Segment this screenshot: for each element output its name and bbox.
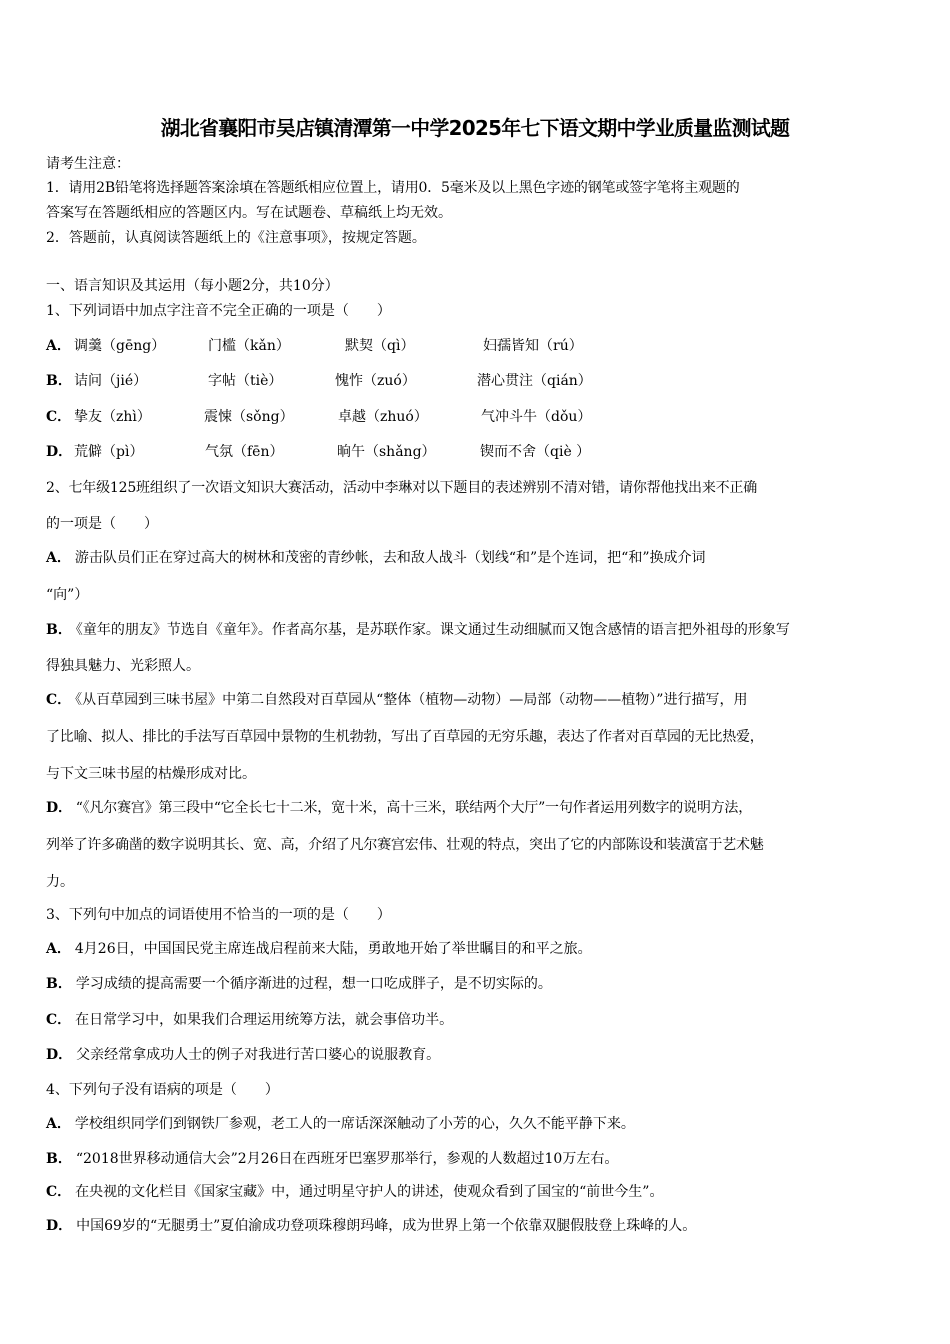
option-label: B．	[46, 622, 72, 638]
option-item: 锲而不舍（qiè ）	[480, 444, 591, 460]
option-label: A．	[46, 941, 71, 957]
option-item: 挚友（zhì）	[74, 409, 151, 425]
option-text: 《童年的朋友》节选自《童年》。作者高尔基，是苏联作家。课文通过生动细腻而又饱含感情的语言把外祖母的形象写	[75, 622, 790, 638]
option-label: D．	[46, 1218, 73, 1234]
option-item: 震悚（sǒng）	[204, 409, 294, 425]
notice-heading: 请考生注意：	[46, 156, 130, 172]
option-item: 门槛（kǎn）	[208, 338, 290, 354]
page-title: 湖北省襄阳市吴店镇清潭第一中学2025年七下语文期中学业质量监测试题	[160, 116, 790, 140]
option-item: 气氛（fēn）	[205, 444, 284, 460]
option-text: 在央视的文化栏目《国家宝藏》中，通过明星守护人的讲述，使观众看到了国宝的“前世今生”。	[75, 1184, 664, 1200]
option-item: 诘问（jié）	[74, 373, 148, 389]
option-text: “《凡尔赛宫》第三段中“它全长七十二米，宽十米，高十三米，联结两个大厅”一句作者运用列数字的说明方法，	[75, 800, 753, 816]
question-2-option-d-cont-1: 列举了许多确凿的数字说明其长、宽、高，介绍了凡尔赛宫宏伟、壮观的特点，突出了它的内部陈设和装潢富于艺术魅	[46, 837, 764, 853]
notice-line-3: 2．答题前，认真阅读答题纸上的《注意事项》，按规定答题。	[46, 230, 426, 246]
option-label: B．	[46, 373, 72, 389]
option-text: 《从百草园到三味书屋》中第二自然段对百草园从“整体（植物—动物）—局部（动物——植物）”进行描写，用	[75, 692, 748, 708]
option-item: 默契（qì）	[345, 338, 415, 354]
question-2-option-c-cont-2: 与下文三味书屋的枯燥形成对比。	[46, 766, 256, 782]
question-2-option-c	[46, 691, 747, 709]
option-label: A．	[46, 1116, 71, 1132]
option-item: 妇孺皆知（rú）	[483, 338, 583, 354]
question-2-option-b	[46, 621, 790, 639]
option-label: A．	[46, 550, 71, 566]
question-2-option-b-cont: 得独具魅力、光彩照人。	[46, 658, 200, 674]
question-1-stem: 1、下列词语中加点字注音不完全正确的一项是（ ）	[46, 303, 391, 319]
option-label: D．	[46, 800, 72, 816]
option-text: 中国69岁的“无腿勇士”夏伯渝成功登项珠穆朗玛峰，成为世界上第一个依靠双腿假肢登上珠峰的人。	[76, 1218, 697, 1234]
question-4-option-d	[46, 1217, 696, 1235]
section-heading: 一、语言知识及其运用（每小题2分，共10分）	[46, 278, 339, 294]
option-label: B．	[46, 1151, 72, 1167]
question-2-option-a	[46, 549, 706, 567]
option-item: 晌午（shǎng）	[337, 444, 436, 460]
option-item: 气冲斗牛（dǒu）	[481, 409, 592, 425]
option-text: 游击队员们正在穿过高大的树林和茂密的青纱帐，去和敌人战斗（划线“和”是个连词，把“和”换成介词	[74, 550, 706, 566]
option-text: 4月26日，中国国民党主席连战启程前来大陆，勇敢地开始了举世瞩目的和平之旅。	[74, 941, 592, 957]
question-3-option-a	[46, 940, 592, 958]
option-text: 学校组织同学们到钢铁厂参观，老工人的一席话深深触动了小芳的心，久久不能平静下来。	[74, 1116, 635, 1132]
option-item: 字帖（tiè）	[208, 373, 283, 389]
option-label: B．	[46, 976, 72, 992]
option-label: D．	[46, 1047, 73, 1063]
option-text: 在日常学习中，如果我们合理运用统筹方法，就会事倍功半。	[75, 1012, 454, 1028]
option-text: 父亲经常拿成功人士的例子对我进行苦口婆心的说服教育。	[76, 1047, 441, 1063]
question-4-option-b	[46, 1150, 618, 1168]
option-item: 愧怍（zuó）	[335, 373, 416, 389]
question-3-stem: 3、下列句中加点的词语使用不恰当的一项的是（ ）	[46, 907, 391, 923]
question-4-option-c	[46, 1183, 663, 1201]
question-4-option-a	[46, 1115, 635, 1133]
option-label: C．	[46, 1184, 72, 1200]
question-3-option-b	[46, 975, 552, 993]
notice-line-2: 答案写在答题纸相应的答题区内。写在试题卷、草稿纸上均无效。	[46, 205, 452, 221]
question-3-option-c	[46, 1011, 453, 1029]
option-item: 调羹（gēng）	[74, 338, 166, 354]
question-2-option-a-cont: “向”）	[46, 587, 89, 603]
option-item: 荒僻（pì）	[74, 444, 144, 460]
question-2-stem-line-1: 2、七年级125班组织了一次语文知识大赛活动，活动中李琳对以下题目的表述辨别不清对错，请你帮他找出来不正确	[46, 480, 758, 496]
option-text: 学习成绩的提高需要一个循序渐进的过程，想一口吃成胖子，是不切实际的。	[75, 976, 552, 992]
option-label: C．	[46, 1012, 72, 1028]
option-label: C．	[46, 692, 72, 708]
option-text: “2018世界移动通信大会”2月26日在西班牙巴塞罗那举行，参观的人数超过10万左右。	[75, 1151, 619, 1167]
question-2-option-d-cont-2: 力。	[46, 874, 74, 890]
question-2-option-c-cont-1: 了比喻、拟人、排比的手法写百草园中景物的生机勃勃，写出了百草园的无穷乐趣，表达了作者对百草园的无比热爱，	[46, 729, 764, 745]
option-item: 卓越（zhuó）	[338, 409, 428, 425]
question-2-stem-line-2: 的一项是（ ）	[46, 516, 158, 532]
question-3-option-d	[46, 1046, 440, 1064]
option-label: A．	[46, 338, 71, 354]
option-label: D．	[46, 444, 73, 460]
question-2-option-d	[46, 799, 752, 817]
option-label: C．	[46, 409, 72, 425]
notice-line-1: 1．请用2B铅笔将选择题答案涂填在答题纸相应位置上，请用0．5毫米及以上黑色字迹的钢笔或签字笔将主观题的	[46, 180, 740, 196]
question-4-stem: 4、下列句子没有语病的项是（ ）	[46, 1082, 279, 1098]
option-item: 潜心贯注（qián）	[477, 373, 592, 389]
